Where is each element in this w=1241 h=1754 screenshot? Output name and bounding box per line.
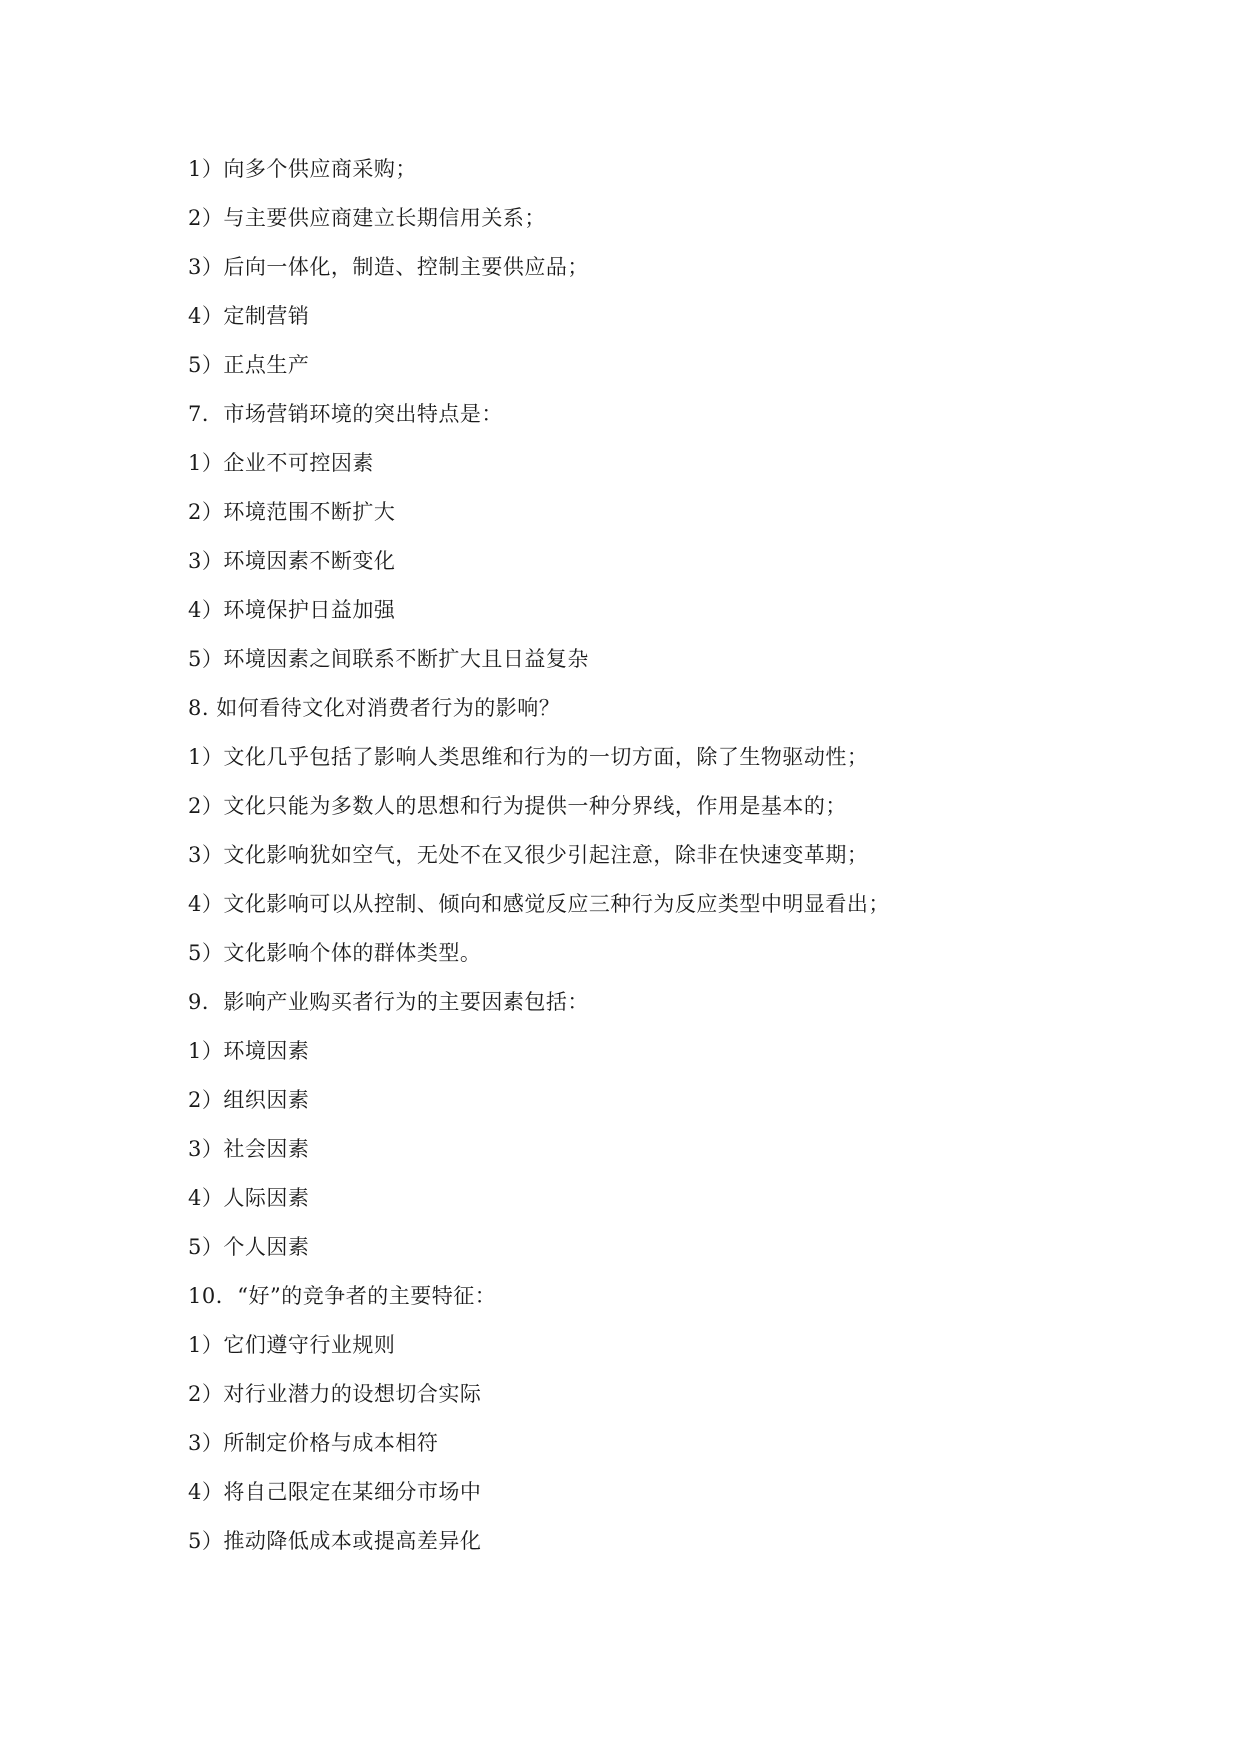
text-line: 3）环境因素不断变化 — [188, 549, 396, 573]
text-line: 5）推动降低成本或提高差异化 — [188, 1529, 482, 1553]
text-line: 3）后向一体化，制造、控制主要供应品； — [188, 255, 589, 279]
question-heading: 9．影响产业购买者行为的主要因素包括： — [188, 990, 589, 1014]
text-line: 2）文化只能为多数人的思想和行为提供一种分界线，作用是基本的； — [188, 794, 847, 818]
question-heading: 8. 如何看待文化对消费者行为的影响？ — [188, 696, 561, 720]
text-line: 2）与主要供应商建立长期信用关系； — [188, 206, 546, 230]
text-line: 4）人际因素 — [188, 1186, 310, 1210]
question-heading: 7．市场营销环境的突出特点是： — [188, 402, 503, 426]
text-line: 2）对行业潜力的设想切合实际 — [188, 1382, 482, 1406]
text-line: 1）文化几乎包括了影响人类思维和行为的一切方面，除了生物驱动性； — [188, 745, 869, 769]
document-body — [188, 154, 1088, 1575]
question-heading: 10．“好”的竞争者的主要特征： — [188, 1284, 497, 1308]
text-line: 5）环境因素之间联系不断扩大且日益复杂 — [188, 647, 589, 671]
text-line: 3）社会因素 — [188, 1137, 310, 1161]
text-line: 3）文化影响犹如空气，无处不在又很少引起注意，除非在快速变革期； — [188, 843, 869, 867]
text-line: 1）它们遵守行业规则 — [188, 1333, 396, 1357]
text-line: 2）组织因素 — [188, 1088, 310, 1112]
text-line: 2）环境范围不断扩大 — [188, 500, 396, 524]
text-line: 1）企业不可控因素 — [188, 451, 374, 475]
text-line: 4）定制营销 — [188, 304, 310, 328]
text-line: 5）文化影响个体的群体类型。 — [188, 941, 482, 965]
text-line: 3）所制定价格与成本相符 — [188, 1431, 439, 1455]
text-line: 1）环境因素 — [188, 1039, 310, 1063]
text-line: 4）环境保护日益加强 — [188, 598, 396, 622]
text-line: 5）正点生产 — [188, 353, 310, 377]
text-line: 4）将自己限定在某细分市场中 — [188, 1480, 482, 1504]
text-line: 1）向多个供应商采购； — [188, 157, 417, 181]
text-line: 4）文化影响可以从控制、倾向和感觉反应三种行为反应类型中明显看出； — [188, 892, 890, 916]
text-line: 5）个人因素 — [188, 1235, 310, 1259]
